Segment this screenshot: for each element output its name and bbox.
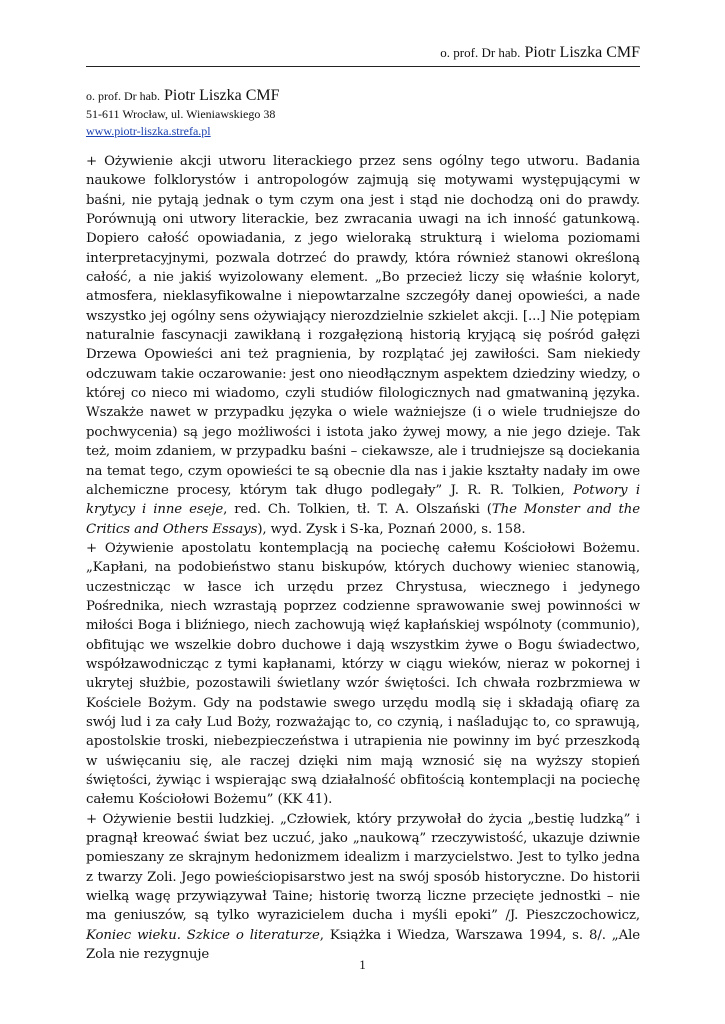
author-website-link[interactable]: www.piotr-liszka.strefa.pl — [86, 124, 211, 138]
italic-title-segment: The Monster and the Critics and Others Essays — [86, 502, 640, 537]
header-divider — [86, 66, 640, 67]
italic-title-segment: Koniec wieku. Szkice o literaturze — [86, 927, 320, 943]
text-segment: , red. Ch. Tolkien, tł. T. A. Olszański ( — [223, 502, 492, 518]
author-street: 51-611 Wrocław, ul. Wieniawskiego 38 — [86, 107, 276, 121]
text-segment: , Książka i Wiedza, Warszawa 1994, s. 8/. „Ale Zola nie rezygnuje — [86, 927, 641, 963]
italic-title-segment: Potwory i krytycy i inne eseje — [86, 482, 640, 518]
body-text — [86, 152, 640, 964]
running-header-name: Piotr Liszka CMF — [524, 44, 640, 61]
page-number: 1 — [359, 957, 366, 972]
text-segment: ), wyd. Zysk i S-ka, Poznań 2000, s. 158. — [257, 521, 526, 537]
running-header-prefix: o. prof. Dr hab. — [440, 45, 521, 60]
author-prefix: o. prof. Dr hab. — [86, 89, 160, 103]
paragraph — [86, 539, 640, 810]
author-address-block — [86, 86, 280, 140]
text-segment: + Ożywienie apostolatu kontemplacją na pociechę całemu Kościołowi Bożemu. „Kapłani, na podobieństwo stanu biskupów, których duchowy wieniec stanowią, uczestnicząc w łasce ich urzędu przez Chrystusa, wiecznego i jedynego Pośrednika, niech wzrastają poprzez codzienne sprawowanie swej powinności w miłości Boga i bliźniego, niech zachowują więź kapłańskiej wspólnoty (communio), obfitując we wszelkie dobro duchowe i dają wszystkim żywe o Bogu świadectwo, współzawodnicząc z tymi kapłanami, którzy w ciągu wieków, nieraz w pokornej i ukrytej służbie, pozostawili świetlany wzór świętości. Ich chwała rozbrzmiewa w Kościele Bożym. Gdy na podstawie swego urzędu modlą się i składają ofiarę za swój lud i za cały Lud Boży, rozważając to, co czynią, i naśladując to, co sprawują, apostolskie troski, niebezpieczeństwa i utrapienia nie powinny im być przeszkodą w uświęcaniu się, ale raczej dzięki nim mają wznosić się na wyższy stopień świętości, żywiąc i wspierając swą działalność obfitością kontemplacji na pociechę całemu Kościołowi Bożemu” (KK 41). — [86, 540, 640, 808]
text-segment: + Ożywienie akcji utworu literackiego przez sens ogólny tego utworu. Badania naukowe folklorystów i antropologów zajmują się motywami występującymi w baśni, nie pytają jednak o tym czym ona jest i stąd nie dochodzą oni do prawdy. Porównują oni utwory literackie, bez zwracania uwagi na ich inność gatunkową. Dopiero całość opowiadania, z jego wieloraką strukturą i wieloma poziomami interpretacyjnymi, pozwala dotrzeć do prawdy, która również stanowi określoną całość, a nie jakiś wyizolowany element. „Bo przecież liczy się właśnie koloryt, atmosfera, nieklasyfikowalne i niepowtarzalne szczegóły danej opowieści, a nade wszystko jej ogólny sens ożywiający nierozdzielnie szkielet akcji. [...] Nie potępiam naturalnie fascynacji zawikłaną i rozgałęzioną historią kryjącą się pośród gałęzi Drzewa Opowieści ani też pragnienia, by rozplątać jej zawiłości. Sam niekiedy odczuwam takie oczarowanie: jest ono nieodłącznym aspektem dziedziny wiedzy, o której co nieco mi wiadomo, czyli studiów filologicznych nad gmatwaniną języka. Wszakże nawet w przypadku języka o wiele ważniejsze (i o wiele trudniejsze do pochwycenia) są jego możliwości i istota jako żywej mowy, a nie jego dzieje. Tak też, moim zdaniem, w przypadku baśni – ciekawsze, ale i trudniejsze są dociekania na temat tego, czym opowieści te są obecnie dla nas i jakie kształty nadały im owe alchemiczne procesy, którym tak długo podlegały” J. R. R. Tolkien, — [86, 154, 640, 498]
paragraph — [86, 152, 640, 539]
author-name: Piotr Liszka CMF — [163, 87, 280, 104]
paragraph — [86, 810, 640, 965]
text-segment: + Ożywienie bestii ludzkiej. „Człowiek, który przywołał do życia „bestię ludzką” i pragnął kreować świat bez uczuć, jako „naukową” rzeczywistość, ukazuje dziwnie pomieszany ze skrajnym hedonizmem idealizm i marzycielstwo. Jest to tylko jedna z twarzy Zoli. Jego powieściopisarstwo jest na swój sposób historyczne. Do historii wielką wagę przywiązywał Taine; historię tworzą liczne przecięte jednostki – nie ma geniuszów, są tylko wyrazicielem ducha i myśli epoki” /J. Pieszczochowicz, — [86, 811, 640, 924]
author-title — [86, 86, 280, 106]
running-header — [86, 44, 640, 62]
